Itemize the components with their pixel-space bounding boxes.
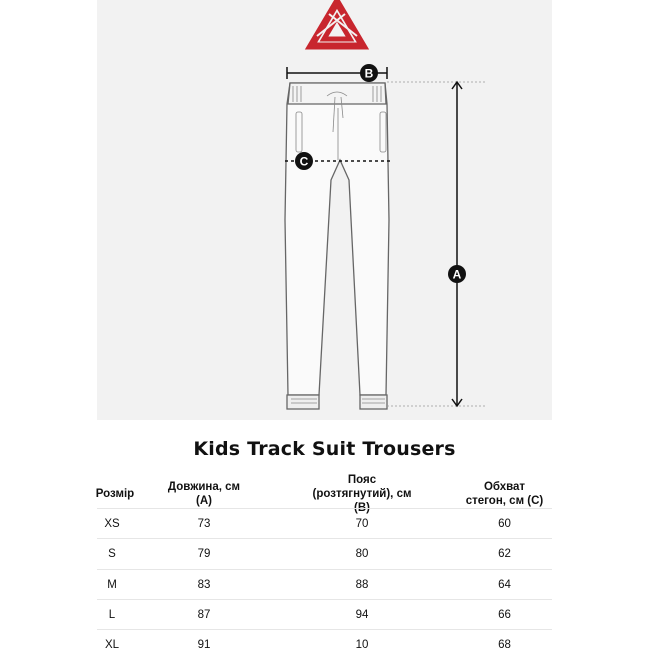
cell-hip: 66 — [498, 609, 511, 621]
header-size: Розмір — [95, 488, 135, 500]
cell-size: S — [108, 548, 116, 560]
cell-length: 83 — [197, 579, 211, 591]
cell-waist: 88 — [355, 579, 369, 591]
cell-length: 73 — [197, 518, 211, 530]
trousers-outline — [285, 83, 389, 409]
table-row — [97, 599, 552, 630]
cell-hip: 68 — [498, 639, 511, 651]
cell-waist: 10 — [355, 639, 369, 651]
cell-size: XL — [104, 639, 120, 651]
table-row — [97, 569, 552, 600]
table-row — [97, 538, 552, 569]
cell-waist: 94 — [355, 609, 369, 621]
marker-a-label: A — [452, 267, 462, 282]
cell-hip: 60 — [498, 518, 511, 530]
cell-length: 91 — [197, 639, 211, 651]
header-hip: Обхват стегон, см (C) — [465, 481, 544, 507]
cell-hip: 62 — [498, 548, 511, 560]
cell-size: M — [107, 579, 117, 591]
measure-b — [287, 64, 487, 82]
cell-hip: 64 — [498, 579, 511, 591]
table-row — [97, 629, 552, 660]
marker-c-label: C — [299, 154, 309, 169]
garment-diagram-panel — [97, 0, 552, 420]
header-waist: Пояс (розтягнутий), см (B) — [312, 474, 412, 514]
cell-length: 87 — [197, 609, 211, 621]
triangle-knot-logo-icon — [311, 2, 363, 46]
measure-a — [387, 82, 487, 406]
cell-waist: 70 — [355, 518, 369, 530]
header-length: Довжина, см (A) — [167, 481, 241, 507]
table-row — [97, 508, 552, 539]
cell-length: 79 — [197, 548, 211, 560]
cell-size: L — [108, 609, 116, 621]
cell-waist: 80 — [355, 548, 369, 560]
trousers-diagram — [97, 0, 552, 420]
table-title: Kids Track Suit Trousers — [193, 438, 456, 460]
cell-size: XS — [104, 518, 120, 530]
marker-b-label: B — [364, 66, 374, 81]
